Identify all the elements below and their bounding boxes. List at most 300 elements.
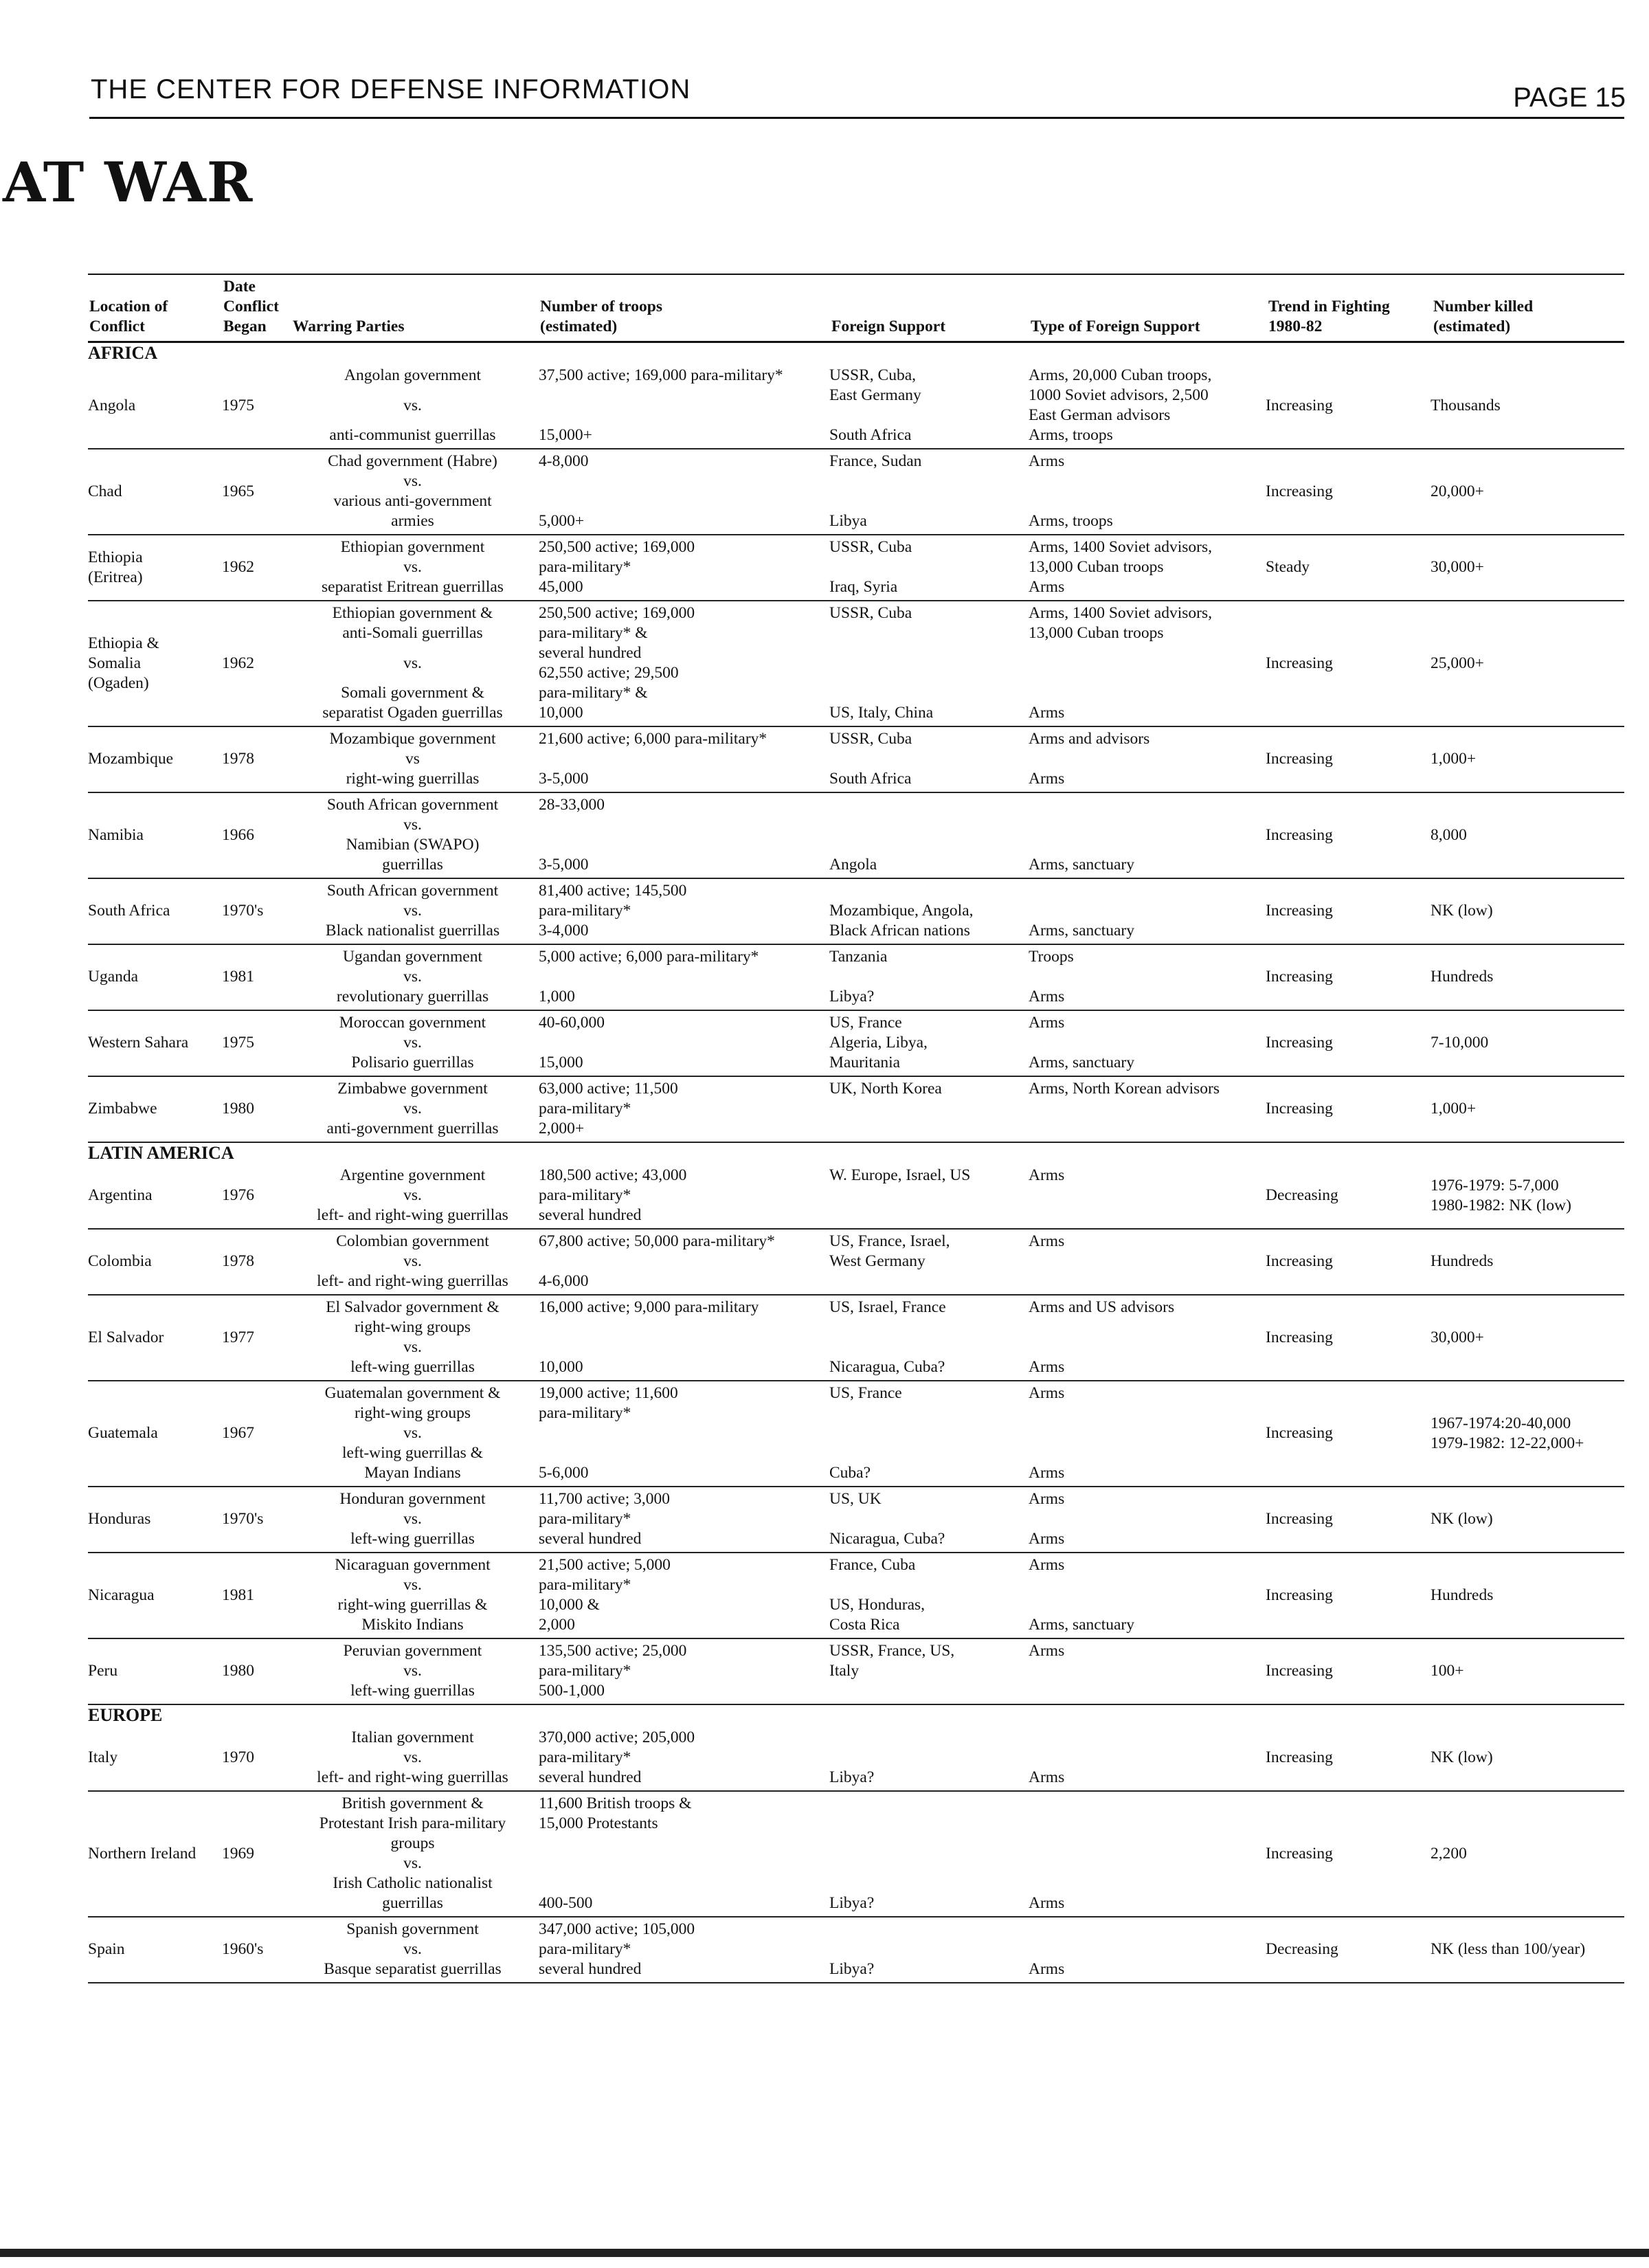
table-row: [88, 1011, 1624, 1077]
killed-cell: [1431, 452, 1624, 531]
support-b: Libya?: [829, 1894, 875, 1912]
trend-text: Decreasing: [1266, 1940, 1338, 1958]
type-a: Arms: [1029, 1490, 1065, 1508]
date-text: 1960's: [222, 1940, 264, 1958]
type-a: Arms: [1029, 1232, 1065, 1250]
foreign-support-cell: [829, 795, 1029, 875]
versus-text: vs.: [403, 1940, 422, 1958]
support-b: South Africa: [829, 426, 912, 444]
side-b: Black nationalist guerrillas: [325, 922, 500, 940]
location-cell: [88, 1641, 222, 1701]
date-text: 1978: [222, 750, 254, 768]
table-row: [88, 535, 1624, 601]
date-cell: [222, 1489, 291, 1549]
location-text: South Africa: [88, 902, 170, 920]
troops-b: 45,000: [539, 578, 583, 596]
location-text: El Salvador: [88, 1328, 164, 1346]
killed-cell: [1431, 603, 1624, 723]
type-b: Arms: [1029, 770, 1065, 788]
date-text: 1967: [222, 1424, 254, 1442]
troops-b: 15,000: [539, 1054, 583, 1071]
warring-parties-cell: [291, 1383, 539, 1483]
killed-text: 1,000+: [1431, 1100, 1477, 1118]
trend-cell: [1266, 452, 1431, 531]
support-type-cell: [1029, 881, 1266, 941]
side-b: revolutionary guerrillas: [336, 988, 489, 1005]
type-a: Arms: [1029, 1642, 1065, 1660]
foreign-support-cell: [829, 1920, 1029, 1979]
troops-b: 3-4,000: [539, 922, 589, 940]
location-cell: [88, 729, 222, 789]
type-b: Arms: [1029, 1464, 1065, 1482]
killed-cell: [1431, 795, 1624, 875]
troops-a: 21,600 active; 6,000 para-military*: [539, 730, 767, 748]
type-b: Arms, sanctuary: [1029, 1054, 1135, 1071]
col-parties: Warring Parties: [293, 318, 405, 335]
troops-a: 11,600 British troops & 15,000 Protestants: [539, 1794, 692, 1832]
foreign-support-cell: [829, 1166, 1029, 1225]
trend-text: Increasing: [1266, 1100, 1333, 1118]
warring-parties-cell: [291, 1166, 539, 1225]
troops-b: 4-6,000: [539, 1272, 589, 1290]
support-b: US, Honduras, Costa Rica: [829, 1596, 926, 1634]
location-text: Namibia: [88, 825, 144, 844]
trend-cell: [1266, 537, 1431, 597]
troops-a: 250,500 active; 169,000 para-military* & several hundred: [539, 604, 695, 662]
support-type-cell: [1029, 1641, 1266, 1701]
warring-parties-cell: [291, 729, 539, 789]
date-cell: [222, 537, 291, 597]
side-b: Polisario guerrillas: [351, 1054, 474, 1071]
trend-cell: [1266, 1728, 1431, 1788]
support-a: US, France, Israel, West Germany: [829, 1232, 950, 1270]
trend-text: Increasing: [1266, 1424, 1333, 1442]
side-a: Mozambique government: [329, 730, 496, 748]
foreign-support-cell: [829, 729, 1029, 789]
troops-b: 62,550 active; 29,500 para-military* & 10,000: [539, 664, 679, 722]
type-a: Arms and US advisors: [1029, 1298, 1175, 1316]
support-a: US, France: [829, 1384, 902, 1402]
date-cell: [222, 947, 291, 1007]
support-type-cell: [1029, 1079, 1266, 1139]
warring-parties-cell: [291, 452, 539, 531]
side-a: Peruvian government: [343, 1642, 482, 1660]
table-row: [88, 1726, 1624, 1792]
killed-text: Hundreds: [1431, 968, 1494, 986]
side-b: anti-communist guerrillas: [329, 426, 496, 444]
type-a: Arms, 20,000 Cuban troops, 1000 Soviet advisors, 2,500 East German advisors: [1029, 366, 1212, 424]
killed-cell: [1431, 1794, 1624, 1913]
location-text: Uganda: [88, 968, 139, 986]
side-b: left- and right-wing guerrillas: [317, 1768, 508, 1786]
support-a: USSR, Cuba, East Germany: [829, 366, 921, 404]
killed-text: NK (low): [1431, 1748, 1493, 1766]
foreign-support-cell: [829, 1489, 1029, 1549]
troops-cell: [539, 1298, 829, 1377]
versus-text: vs.: [403, 902, 422, 920]
support-a: US, UK: [829, 1490, 882, 1508]
killed-cell: [1431, 1079, 1624, 1139]
page-title: AT WAR: [3, 150, 254, 214]
versus-text: vs.: [403, 654, 422, 672]
table-row: [88, 879, 1624, 945]
foreign-support-cell: [829, 603, 1029, 723]
trend-cell: [1266, 1641, 1431, 1701]
versus-text: vs.: [403, 1854, 422, 1872]
versus-text: vs.: [403, 1338, 422, 1356]
support-type-cell: [1029, 366, 1266, 445]
side-b: various anti-government armies: [333, 492, 492, 530]
foreign-support-cell: [829, 1641, 1029, 1701]
table-row: [88, 1164, 1624, 1230]
trend-text: Increasing: [1266, 1662, 1333, 1680]
table-body: [88, 343, 1624, 1983]
location-text: Colombia: [88, 1252, 152, 1270]
region-heading: EUROPE: [88, 1705, 163, 1725]
trend-text: Increasing: [1266, 1034, 1333, 1052]
type-a: Arms: [1029, 1384, 1065, 1402]
side-a: Chad government (Habre): [328, 452, 497, 470]
table-row: [88, 1639, 1624, 1705]
warring-parties-cell: [291, 1794, 539, 1913]
date-cell: [222, 1920, 291, 1979]
foreign-support-cell: [829, 1079, 1029, 1139]
side-b: Namibian (SWAPO) guerrillas: [346, 836, 480, 874]
date-cell: [222, 1232, 291, 1291]
troops-a: 63,000 active; 11,500 para-military*: [539, 1080, 678, 1118]
troops-cell: [539, 1013, 829, 1073]
versus-text: vs.: [403, 1252, 422, 1270]
side-a: Honduran government: [339, 1490, 486, 1508]
type-b: Arms: [1029, 578, 1065, 596]
date-text: 1976: [222, 1186, 254, 1204]
type-b: Arms: [1029, 988, 1065, 1005]
support-b: Mozambique, Angola, Black African nations: [829, 902, 974, 940]
support-a: USSR, France, US, Italy: [829, 1642, 955, 1680]
support-type-cell: [1029, 1794, 1266, 1913]
trend-text: Increasing: [1266, 482, 1333, 500]
support-type-cell: [1029, 1920, 1266, 1979]
type-a: Troops: [1029, 948, 1074, 966]
trend-cell: [1266, 729, 1431, 789]
foreign-support-cell: [829, 1298, 1029, 1377]
support-a: US, France: [829, 1014, 902, 1032]
support-b: Libya?: [829, 1768, 875, 1786]
troops-b: several hundred: [539, 1206, 642, 1224]
col-type: Type of Foreign Support: [1031, 318, 1200, 335]
foreign-support-cell: [829, 1232, 1029, 1291]
support-b: Libya?: [829, 988, 875, 1005]
versus-text: vs.: [403, 968, 422, 986]
troops-a: 5,000 active; 6,000 para-military*: [539, 948, 759, 966]
troops-a: 19,000 active; 11,600 para-military*: [539, 1384, 678, 1422]
troops-cell: [539, 537, 829, 597]
foreign-support-cell: [829, 1728, 1029, 1788]
killed-text: 1976-1979: 5-7,000 1980-1982: NK (low): [1431, 1176, 1571, 1214]
trend-cell: [1266, 1555, 1431, 1635]
side-a: Ethiopian government & anti-Somali guerrillas: [332, 604, 493, 642]
trend-cell: [1266, 881, 1431, 941]
warring-parties-cell: [291, 1013, 539, 1073]
troops-cell: [539, 1489, 829, 1549]
foreign-support-cell: [829, 366, 1029, 445]
troops-a: 81,400 active; 145,500 para-military*: [539, 882, 687, 920]
troops-cell: [539, 1641, 829, 1701]
trend-text: Increasing: [1266, 1328, 1333, 1346]
location-text: Northern Ireland: [88, 1844, 197, 1863]
versus-text: vs: [405, 750, 420, 768]
side-a: Zimbabwe government: [337, 1080, 488, 1098]
side-a: South African government: [326, 882, 499, 900]
troops-cell: [539, 729, 829, 789]
support-b: Angola: [829, 856, 877, 874]
warring-parties-cell: [291, 947, 539, 1007]
killed-text: NK (less than 100/year): [1431, 1940, 1586, 1958]
date-cell: [222, 1555, 291, 1635]
troops-cell: [539, 1728, 829, 1788]
date-cell: [222, 795, 291, 875]
location-text: Honduras: [88, 1510, 151, 1528]
troops-b: 10,000 & 2,000: [539, 1596, 600, 1634]
support-b: Nicaragua, Cuba?: [829, 1358, 945, 1376]
support-a: UK, North Korea: [829, 1080, 942, 1098]
support-type-cell: [1029, 795, 1266, 875]
troops-cell: [539, 366, 829, 445]
type-b: Arms: [1029, 1894, 1065, 1912]
warring-parties-cell: [291, 1298, 539, 1377]
troops-b: 400-500: [539, 1894, 593, 1912]
date-text: 1969: [222, 1844, 254, 1863]
page-number: PAGE 15: [1513, 82, 1626, 113]
killed-cell: [1431, 366, 1624, 445]
type-a: Arms: [1029, 1556, 1065, 1574]
trend-cell: [1266, 1013, 1431, 1073]
killed-text: 1967-1974:20-40,000 1979-1982: 12-22,000+: [1431, 1414, 1584, 1452]
troops-a: 180,500 active; 43,000 para-military*: [539, 1166, 687, 1204]
location-cell: [88, 1489, 222, 1549]
table-row: [88, 1230, 1624, 1296]
side-a: Italian government: [351, 1728, 474, 1746]
killed-cell: [1431, 1166, 1624, 1225]
location-text: Ethiopia & Somalia (Ogaden): [88, 634, 159, 692]
table-row: [88, 1296, 1624, 1381]
date-cell: [222, 1166, 291, 1225]
killed-text: 30,000+: [1431, 558, 1484, 576]
versus-text: vs.: [403, 1576, 422, 1594]
troops-a: 370,000 active; 205,000 para-military* several hundred: [539, 1728, 695, 1786]
date-text: 1977: [222, 1328, 254, 1346]
location-text: Argentina: [88, 1186, 153, 1204]
table-row: [88, 1381, 1624, 1487]
trend-cell: [1266, 1794, 1431, 1913]
type-b: Arms, troops: [1029, 512, 1113, 530]
trend-text: Decreasing: [1266, 1186, 1338, 1204]
killed-text: NK (low): [1431, 902, 1493, 920]
side-b: left-wing guerrillas: [350, 1682, 475, 1700]
versus-text: vs.: [403, 1748, 422, 1766]
troops-b: 1,000: [539, 988, 575, 1005]
location-text: Spain: [88, 1940, 125, 1958]
col-date: Date Conflict Began: [223, 278, 279, 335]
support-type-cell: [1029, 729, 1266, 789]
support-type-cell: [1029, 947, 1266, 1007]
warring-parties-cell: [291, 1489, 539, 1549]
col-trend: Trend in Fighting 1980-82: [1268, 298, 1390, 335]
date-cell: [222, 1298, 291, 1377]
troops-a: 4-8,000: [539, 452, 589, 470]
troops-cell: [539, 1232, 829, 1291]
versus-text: vs.: [403, 1034, 422, 1052]
location-cell: [88, 795, 222, 875]
warring-parties-cell: [291, 366, 539, 445]
killed-text: 100+: [1431, 1662, 1464, 1680]
date-text: 1980: [222, 1662, 254, 1680]
side-b: left-wing guerrillas & Mayan Indians: [342, 1444, 483, 1482]
trend-text: Steady: [1266, 558, 1310, 576]
versus-text: vs.: [403, 816, 422, 834]
support-a: France, Cuba: [829, 1556, 916, 1574]
side-b: separatist Eritrean guerrillas: [322, 578, 504, 596]
troops-cell: [539, 452, 829, 531]
conflicts-table: [88, 274, 1624, 1983]
trend-text: Increasing: [1266, 902, 1333, 920]
location-text: Western Sahara: [88, 1034, 189, 1052]
support-a: France, Sudan: [829, 452, 922, 470]
versus-text: vs.: [403, 1186, 422, 1204]
location-cell: [88, 1013, 222, 1073]
side-a: El Salvador government & right-wing groups: [326, 1298, 500, 1336]
type-a: Arms: [1029, 1166, 1065, 1184]
side-a: Argentine government: [339, 1166, 486, 1184]
foreign-support-cell: [829, 1555, 1029, 1635]
table-row: [88, 793, 1624, 879]
date-cell: [222, 1383, 291, 1483]
table-row: [88, 1553, 1624, 1639]
support-b: US, Italy, China: [829, 704, 934, 722]
support-type-cell: [1029, 537, 1266, 597]
location-cell: [88, 1920, 222, 1979]
killed-cell: [1431, 1298, 1624, 1377]
type-b: Arms, sanctuary: [1029, 856, 1135, 874]
versus-text: vs.: [403, 1100, 422, 1118]
date-cell: [222, 366, 291, 445]
trend-cell: [1266, 603, 1431, 723]
date-text: 1975: [222, 1034, 254, 1052]
trend-text: Increasing: [1266, 1748, 1333, 1766]
trend-cell: [1266, 366, 1431, 445]
trend-text: Increasing: [1266, 396, 1333, 414]
location-cell: [88, 1383, 222, 1483]
table-row: [88, 727, 1624, 793]
trend-cell: [1266, 1920, 1431, 1979]
location-cell: [88, 1298, 222, 1377]
killed-cell: [1431, 1728, 1624, 1788]
trend-text: Increasing: [1266, 1844, 1333, 1863]
troops-a: 67,800 active; 50,000 para-military*: [539, 1232, 775, 1250]
killed-cell: [1431, 1013, 1624, 1073]
date-text: 1962: [222, 558, 254, 576]
publisher-header: THE CENTER FOR DEFENSE INFORMATION: [91, 74, 691, 104]
date-text: 1970: [222, 1748, 254, 1766]
date-cell: [222, 729, 291, 789]
troops-cell: [539, 881, 829, 941]
col-killed: Number killed (estimated): [1433, 298, 1534, 335]
side-a: Angolan government: [344, 366, 482, 384]
troops-cell: [539, 1079, 829, 1139]
bottom-border: [0, 2249, 1649, 2257]
type-b: Arms: [1029, 1768, 1065, 1786]
support-b: Libya: [829, 512, 867, 530]
troops-cell: [539, 795, 829, 875]
troops-a: 40-60,000: [539, 1014, 605, 1032]
type-b: Arms: [1029, 704, 1065, 722]
troops-a: 11,700 active; 3,000 para-military* several hundred: [539, 1490, 671, 1548]
support-a: US, Israel, France: [829, 1298, 946, 1316]
troops-b: 15,000+: [539, 426, 592, 444]
location-cell: [88, 537, 222, 597]
trend-text: Increasing: [1266, 968, 1333, 986]
trend-text: Increasing: [1266, 1510, 1333, 1528]
troops-a: 16,000 active; 9,000 para-military: [539, 1298, 759, 1316]
trend-cell: [1266, 1383, 1431, 1483]
troops-cell: [539, 1794, 829, 1913]
location-text: Zimbabwe: [88, 1100, 157, 1118]
location-cell: [88, 603, 222, 723]
troops-b: 5-6,000: [539, 1464, 589, 1482]
killed-cell: [1431, 1232, 1624, 1291]
support-type-cell: [1029, 1232, 1266, 1291]
trend-text: Increasing: [1266, 1586, 1333, 1604]
date-cell: [222, 1728, 291, 1788]
location-text: Nicaragua: [88, 1586, 155, 1604]
troops-cell: [539, 1920, 829, 1979]
type-b: Arms, sanctuary: [1029, 922, 1135, 940]
killed-cell: [1431, 1489, 1624, 1549]
trend-cell: [1266, 1489, 1431, 1549]
support-a: USSR, Cuba: [829, 604, 912, 622]
killed-text: 25,000+: [1431, 654, 1484, 672]
side-b: right-wing guerrillas & Miskito Indians: [337, 1596, 488, 1634]
table-row: [88, 1917, 1624, 1983]
location-cell: [88, 1166, 222, 1225]
troops-cell: [539, 947, 829, 1007]
side-a: Moroccan government: [339, 1014, 486, 1032]
foreign-support-cell: [829, 1013, 1029, 1073]
date-cell: [222, 452, 291, 531]
killed-text: 7-10,000: [1431, 1034, 1489, 1052]
date-text: 1966: [222, 825, 254, 844]
location-cell: [88, 452, 222, 531]
versus-text: vs.: [403, 1510, 422, 1528]
warring-parties-cell: [291, 1555, 539, 1635]
type-b: Arms, troops: [1029, 426, 1113, 444]
troops-b: 3-5,000: [539, 770, 589, 788]
support-a: W. Europe, Israel, US: [829, 1166, 971, 1184]
date-cell: [222, 881, 291, 941]
type-a: Arms: [1029, 1014, 1065, 1032]
foreign-support-cell: [829, 1383, 1029, 1483]
killed-text: 30,000+: [1431, 1328, 1484, 1346]
table-header: [88, 274, 1624, 343]
troops-a: 28-33,000: [539, 796, 605, 814]
table-row: [88, 1487, 1624, 1553]
type-a: Arms and advisors: [1029, 730, 1150, 748]
location-cell: [88, 1232, 222, 1291]
support-b: Cuba?: [829, 1464, 871, 1482]
trend-cell: [1266, 795, 1431, 875]
versus-text: vs.: [403, 396, 422, 414]
type-a: Arms, 1400 Soviet advisors, 13,000 Cuban troops: [1029, 538, 1212, 576]
